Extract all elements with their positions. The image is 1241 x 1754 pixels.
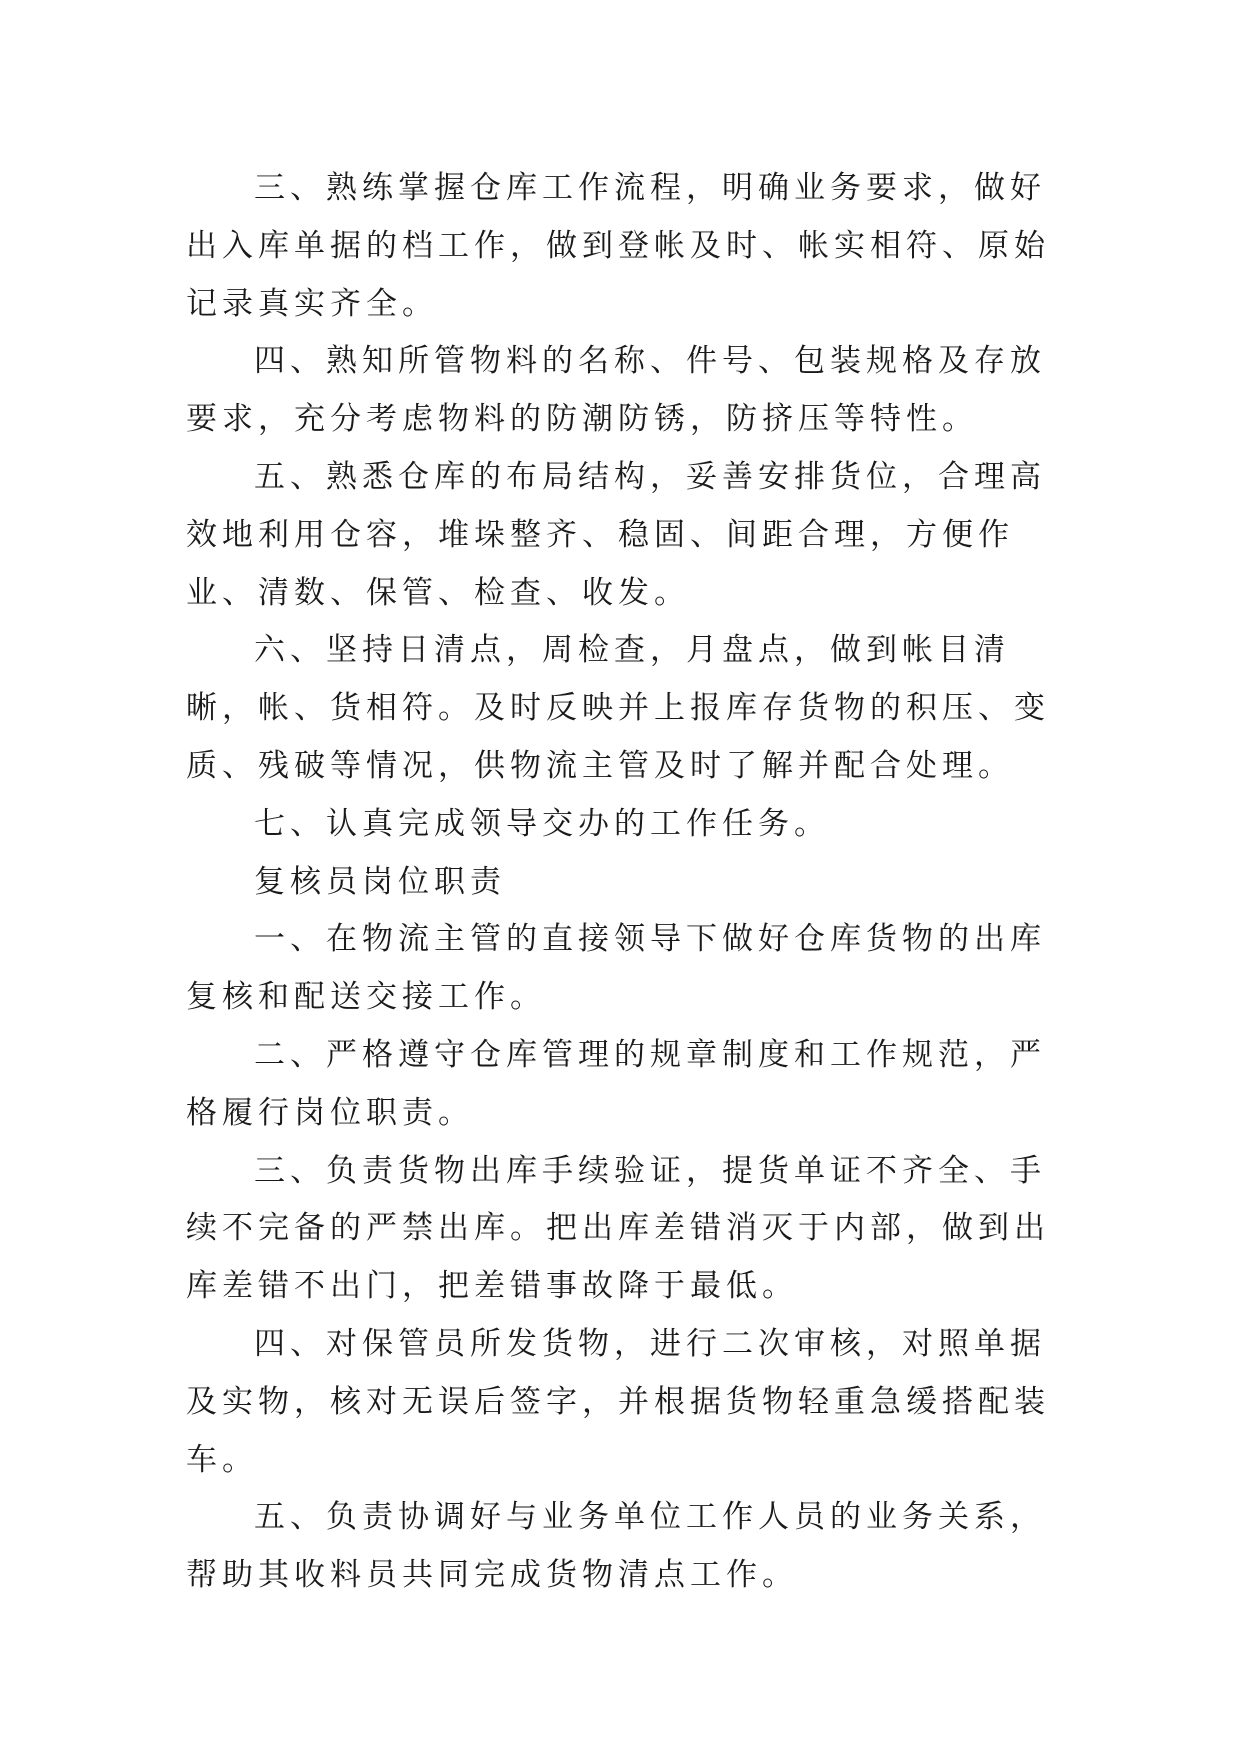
paragraph-warehouse-item-5: 五、熟悉仓库的布局结构，妥善安排货位，合理高效地利用仓容，堆垛整齐、稳固、间距合理，方便作业、清数、保管、检查、收发。	[186, 458, 1046, 611]
paragraph-warehouse-item-3: 三、熟练掌握仓库工作流程，明确业务要求，做好出入库单据的档工作，做到登帐及时、帐实相符、原始记录真实齐全。	[186, 170, 1050, 322]
paragraph-warehouse-item-6: 六、坚持日清点，周检查，月盘点，做到帐目清晰，帐、货相符。及时反映并上报库存货物的积压、变质、残破等情况，供物流主管及时了解并配合处理。	[186, 632, 1050, 784]
paragraph-warehouse-item-4: 四、熟知所管物料的名称、件号、包装规格及存放要求，充分考虑物料的防潮防锈，防挤压等特性。	[186, 343, 1046, 438]
paragraph-warehouse-item-7: 七、认真完成领导交办的工作任务。	[254, 805, 830, 842]
document-body	[186, 160, 1062, 1605]
paragraph-reviewer-item-3: 三、负责货物出库手续验证，提货单证不齐全、手续不完备的严禁出库。把出库差错消灭于内部，做到出库差错不出门，把差错事故降于最低。	[186, 1152, 1050, 1305]
paragraph-reviewer-item-5: 五、负责协调好与业务单位工作人员的业务关系，帮助其收料员共同完成货物清点工作。	[186, 1499, 1046, 1594]
paragraph-reviewer-item-1: 一、在物流主管的直接领导下做好仓库货物的出库复核和配送交接工作。	[186, 921, 1046, 1016]
section-heading-reviewer-duties: 复核员岗位职责	[254, 863, 506, 900]
paragraph-reviewer-item-2: 二、严格遵守仓库管理的规章制度和工作规范，严格履行岗位职责。	[186, 1036, 1046, 1131]
paragraph-reviewer-item-4: 四、对保管员所发货物，进行二次审核，对照单据及实物，核对无误后签字，并根据货物轻重急缓搭配装车。	[186, 1325, 1050, 1478]
